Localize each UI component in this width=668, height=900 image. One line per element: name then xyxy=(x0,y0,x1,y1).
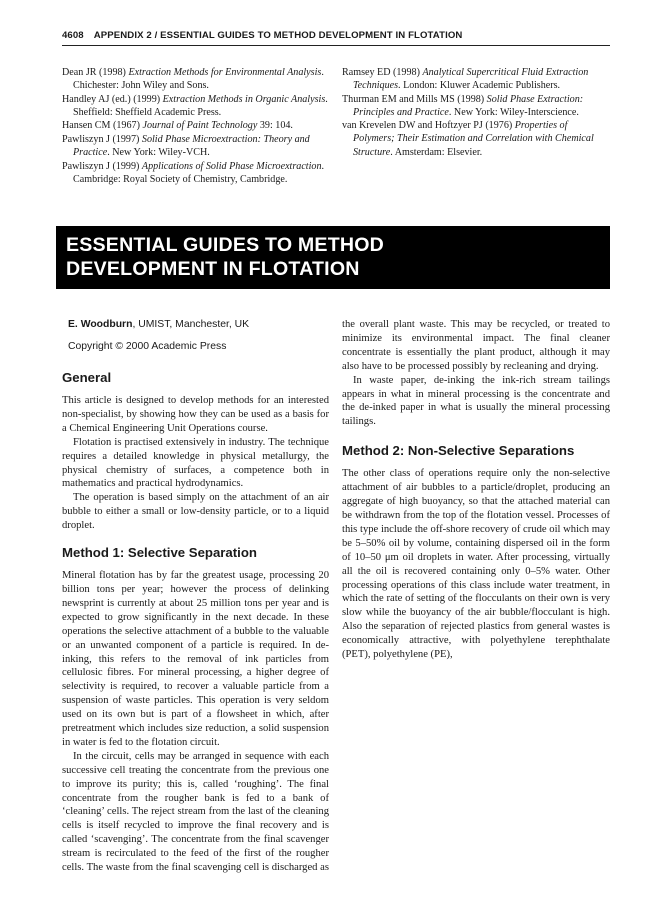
reference-entry: Dean JR (1998) Extraction Methods for Environmental Analysis. Chichester: John Wiley and Sons. xyxy=(62,67,324,92)
reference-entry: Pawliszyn J (1999) Applications of Solid Phase Microextraction. Cambridge: Royal Society of Chemistry, Cambridge. xyxy=(62,160,325,185)
article-title: ESSENTIAL GUIDES TO METHOD DEVELOPMENT IN FLOTATION xyxy=(66,234,385,280)
references-left-column xyxy=(62,66,329,186)
section-gap xyxy=(342,429,610,443)
page-number: 4608 xyxy=(62,30,84,41)
reference-entry: Thurman EM and Mills MS (1998) Solid Phase Extraction: Principles and Practice. New York: Wiley-Interscience. xyxy=(342,93,584,118)
references-right-column xyxy=(342,66,610,159)
copyright-line: Copyright © 2000 Academic Press xyxy=(68,341,227,352)
reference-entry: Ramsey ED (1998) Analytical Supercritical Fluid Extraction Techniques. London: Kluwer Academic Publishers. xyxy=(342,67,589,92)
paragraph: In waste paper, de-inking the ink-rich stream tailings appears in what in mineral processing is the concentrate and the de-inked paper in what is usually the mineral processing tailings. xyxy=(342,374,610,428)
paragraph: This article is designed to develop methods for an interested non-specialist, by showing how they can be used as a basis for a Chemical Engineering Unit Operations course. xyxy=(62,395,329,434)
section-heading-method2: Method 2: Non-Selective Separations xyxy=(342,443,575,459)
paragraph: The operation is based simply on the attachment of an air bubble to either a small or low-density particle, or to a liquid droplet. xyxy=(62,492,329,532)
body-left-column xyxy=(62,318,329,875)
paragraph: The other class of operations require only the non-selective attachment of air bubbles to a particle/droplet, producing an aggregate of high buoyancy, so that the attached material can be withdrawn from the top of the flotation vessel. Processes of this type include the off-shore recovery of crude oil which may be 5–50% oil by volume, containing dispersed oil in the form of 10–50 μm oil droplets in water. After processing, virtually all the oil is recovered containing only 0–5% water. Other processing operations of this class include water treatment, in which the rate of setting of the flocculants on their own is very slow while the buoyancy of the air bubble/flocculant is high. Also the separation of rejected plastics from general wastes is economically attractive, with polyethylene terephthalate (PET), polyethylene (PE), xyxy=(342,468,610,661)
paragraph: Mineral flotation has by far the greatest usage, processing 20 billion tons per year; however the process of delinking newsprint is currently at about 25 million tons per year and is expected to grow significantly in the next decade. In these operations the selective attachment of a bubble to the valuable or an unwanted component of a particle is required. In de-inking, this refers to the removal of ink particles from cellulosic fibres. For mineral processing, a higher degree of selectivity is required, to recover a valuable particle from a suspension of waste particles. This operation is very seldom used on its own but is part of a flowsheet in which, after pretreatment which includes size reduction, a solid suspension in water is fed to the flotation circuit. xyxy=(62,570,329,748)
reference-entry: Hansen CM (1967) Journal of Paint Technology 39: 104. xyxy=(62,120,293,132)
reference-entry: Pawliszyn J (1997) Solid Phase Microextraction: Theory and Practice. New York: Wiley-VCH. xyxy=(62,133,310,159)
reference-entry: Handley AJ (ed.) (1999) Extraction Methods in Organic Analysis. Sheffield: Sheffield Academic Press. xyxy=(62,93,328,118)
section-heading-general: General xyxy=(62,370,112,385)
paragraph: Flotation is practised extensively in industry. The technique requires a detailed knowledge in physical metallurgy, the physical chemistry of surfaces, a competence both in mathematics and practical hydrodynamics. xyxy=(62,436,329,490)
section-gap xyxy=(62,533,329,545)
paragraph: In the circuit, cells may be arranged in sequence with each successive cell treating the concentrate from the previous one to improve its purity; this is, called ‘roughing’. The final concentrate from the rougher bank is fed to a bank of ‘cleaning’ cells. The reject stream from the last of the cleaning cells is itself recycled to improve the final recovery and is called ‘scavenging’. The concentrate from the final scavenger stream is recirculated to the feed of the first of the rougher cells. The waste from the final scavenging cell is discharged as xyxy=(62,750,329,874)
running-header xyxy=(62,30,610,44)
body-right-column xyxy=(342,318,610,662)
running-title: APPENDIX 2 / ESSENTIAL GUIDES TO METHOD DEVELOPMENT IN FLOTATION xyxy=(93,30,463,41)
article-title-banner xyxy=(56,226,610,289)
header-rule xyxy=(62,45,610,46)
paragraph-continued: the overall plant waste. This may be recycled, or treated to minimize its environmental impact. The final cleaner concentrate is essentially the plant product, although it may also have to be processed possibly by recleaning and drying. xyxy=(342,319,610,372)
reference-entry: van Krevelen DW and Hoftzyer PJ (1976) Properties of Polymers; Their Estimation and Correlation with Chemical Structure. Amsterdam: Elsevier. xyxy=(342,120,594,158)
author-byline: E. Woodburn, UMIST, Manchester, UK xyxy=(68,319,250,330)
section-heading-method1: Method 1: Selective Separation xyxy=(62,545,257,561)
